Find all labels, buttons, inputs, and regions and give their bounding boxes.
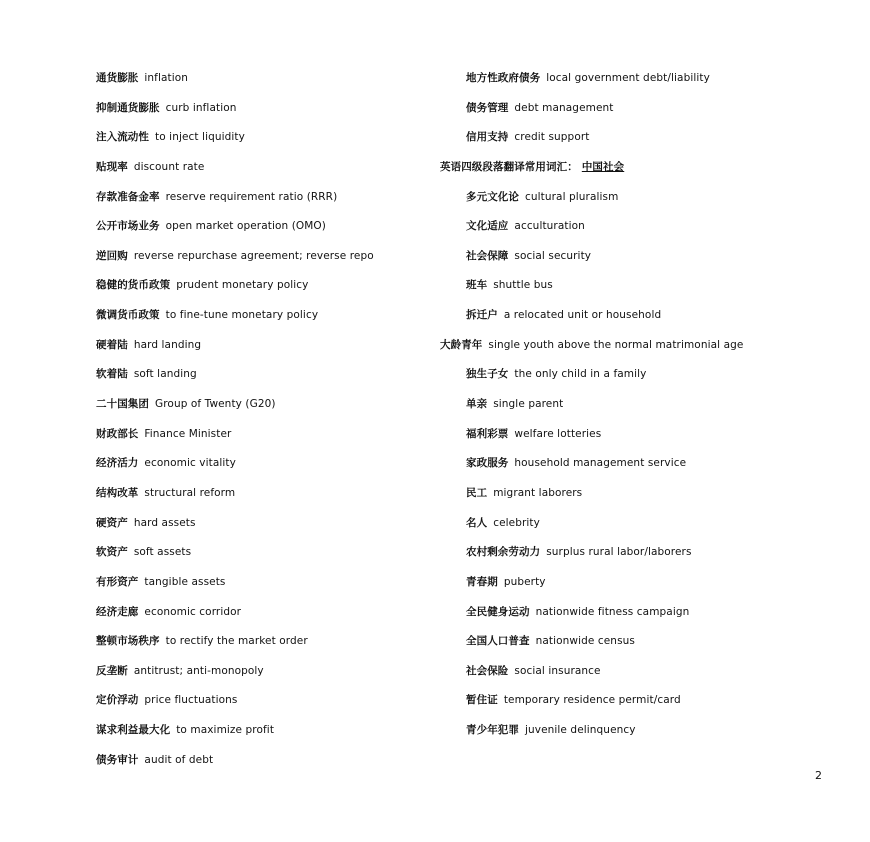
english-term: Finance Minister [144,427,232,440]
english-term: to fine-tune monetary policy [165,309,319,322]
english-term: shuttle bus [493,279,553,292]
vocab-entry [440,663,743,693]
english-term: price fluctuations [144,694,238,707]
chinese-term: 单亲 [466,398,488,411]
english-term: hard landing [133,338,202,351]
chinese-term: 硬着陆 [96,338,128,351]
chinese-term: 存款准备金率 [96,190,160,203]
chinese-term: 抑制通货膨胀 [96,101,160,114]
vocab-entry [440,426,743,456]
vocab-entry [96,337,374,367]
chinese-term: 暂住证 [466,694,498,707]
english-term: prudent monetary policy [176,279,309,292]
chinese-term: 社会保障 [466,249,509,262]
english-term: Group of Twenty (G20) [155,398,276,411]
vocab-entry [96,604,374,634]
vocab-entry [440,100,743,130]
vocab-entry [440,722,743,752]
english-term: curb inflation [165,101,237,114]
left-column [96,70,374,781]
right-column [440,70,743,752]
english-term: nationwide census [535,635,635,648]
chinese-term: 全国人口普查 [466,635,530,648]
chinese-term: 注入流动性 [96,131,149,144]
vocab-entry [440,692,743,722]
chinese-term: 文化适应 [466,220,509,233]
english-term: open market operation (OMO) [165,220,326,233]
chinese-term: 青少年犯罪 [466,724,519,737]
vocab-entry [96,544,374,574]
english-term: household management service [514,457,687,470]
english-term: temporary residence permit/card [503,694,681,707]
english-term: antitrust; anti-monopoly [133,664,264,677]
english-term: the only child in a family [514,368,647,381]
chinese-term: 软资产 [96,546,128,559]
vocab-entry [440,248,743,278]
english-term: reserve requirement ratio (RRR) [165,190,338,203]
english-term: acculturation [514,220,585,233]
english-term: debt management [514,101,614,114]
section-heading-topic: 中国社会 [581,160,625,173]
chinese-term: 经济活力 [96,457,139,470]
english-term: economic vitality [144,457,236,470]
vocab-entry [440,218,743,248]
vocab-entry [96,515,374,545]
english-term: to rectify the market order [165,635,308,648]
chinese-term: 家政服务 [466,457,509,470]
vocab-entry [440,544,743,574]
english-term: a relocated unit or household [503,309,662,322]
vocab-entry [440,129,743,159]
chinese-term: 财政部长 [96,427,139,440]
chinese-term: 通货膨胀 [96,72,139,84]
chinese-term: 结构改革 [96,486,139,499]
chinese-term: 微调货币政策 [96,309,160,322]
vocab-entry [96,218,374,248]
english-term: puberty [503,575,546,588]
english-term: celebrity [493,516,540,529]
vocab-entry [96,722,374,752]
english-term: discount rate [133,160,205,173]
english-term: tangible assets [144,575,226,588]
english-term: to inject liquidity [155,131,245,144]
vocab-entry [440,189,743,219]
vocab-entry [96,100,374,130]
english-term: to maximize profit [176,724,275,737]
chinese-term: 大龄青年 [440,338,483,351]
vocab-entry [440,337,743,367]
vocab-entry [96,426,374,456]
english-term: juvenile delinquency [525,724,636,737]
chinese-term: 独生子女 [466,368,509,381]
vocab-entry [440,277,743,307]
english-term: reverse repurchase agreement; reverse repo [133,249,374,262]
page-number: 2 [815,769,822,782]
english-term: social insurance [514,664,601,677]
english-term: nationwide fitness campaign [535,605,690,618]
section-heading [440,159,743,189]
chinese-term: 民工 [466,486,488,499]
chinese-term: 拆迁户 [466,309,498,322]
chinese-term: 经济走廊 [96,605,139,618]
vocab-entry [96,752,374,782]
chinese-term: 谋求利益最大化 [96,724,171,737]
english-term: surplus rural labor/laborers [546,546,692,559]
english-term: credit support [514,131,590,144]
english-term: single parent [493,398,564,411]
chinese-term: 名人 [466,516,488,529]
vocab-entry [96,663,374,693]
chinese-term: 福利彩票 [466,427,509,440]
vocab-entry [96,129,374,159]
vocab-entry [96,485,374,515]
vocab-entry [96,455,374,485]
section-heading-prefix: 英语四级段落翻译常用词汇： [440,160,578,173]
chinese-term: 债务审计 [96,753,139,766]
english-term: inflation [144,72,189,84]
chinese-term: 整顿市场秩序 [96,635,160,648]
vocab-entry [96,692,374,722]
english-term: economic corridor [144,605,242,618]
english-term: soft assets [133,546,192,559]
vocab-entry [440,485,743,515]
vocab-entry [440,366,743,396]
english-term: cultural pluralism [525,190,619,203]
vocab-entry [440,307,743,337]
vocab-entry [96,70,374,100]
english-term: structural reform [144,486,236,499]
chinese-term: 二十国集团 [96,398,149,411]
english-term: social security [514,249,592,262]
chinese-term: 全民健身运动 [466,605,530,618]
vocab-entry [440,633,743,663]
vocab-entry [96,277,374,307]
chinese-term: 青春期 [466,575,498,588]
chinese-term: 贴现率 [96,160,128,173]
english-term: soft landing [133,368,197,381]
vocab-entry [96,633,374,663]
vocab-entry [96,248,374,278]
chinese-term: 有形资产 [96,575,139,588]
vocab-entry [96,189,374,219]
english-term: local government debt/liability [546,72,710,84]
vocab-entry [440,604,743,634]
chinese-term: 信用支持 [466,131,509,144]
vocab-entry [96,307,374,337]
vocab-entry [440,396,743,426]
english-term: hard assets [133,516,196,529]
english-term: migrant laborers [493,486,583,499]
chinese-term: 班车 [466,279,488,292]
vocab-entry [440,70,743,100]
chinese-term: 硬资产 [96,516,128,529]
chinese-term: 逆回购 [96,249,128,262]
chinese-term: 软着陆 [96,368,128,381]
chinese-term: 社会保险 [466,664,509,677]
english-term: single youth above the normal matrimonial age [488,338,744,351]
vocab-entry [440,455,743,485]
vocab-entry [440,574,743,604]
vocab-entry [96,396,374,426]
vocab-entry [96,574,374,604]
chinese-term: 地方性政府债务 [466,72,541,84]
chinese-term: 稳健的货币政策 [96,279,171,292]
chinese-term: 定价浮动 [96,694,139,707]
english-term: audit of debt [144,753,214,766]
chinese-term: 多元文化论 [466,190,519,203]
english-term: welfare lotteries [514,427,602,440]
chinese-term: 债务管理 [466,101,509,114]
chinese-term: 反垄断 [96,664,128,677]
vocab-entry [96,159,374,189]
vocab-entry [440,515,743,545]
vocab-entry [96,366,374,396]
chinese-term: 农村剩余劳动力 [466,546,541,559]
chinese-term: 公开市场业务 [96,220,160,233]
